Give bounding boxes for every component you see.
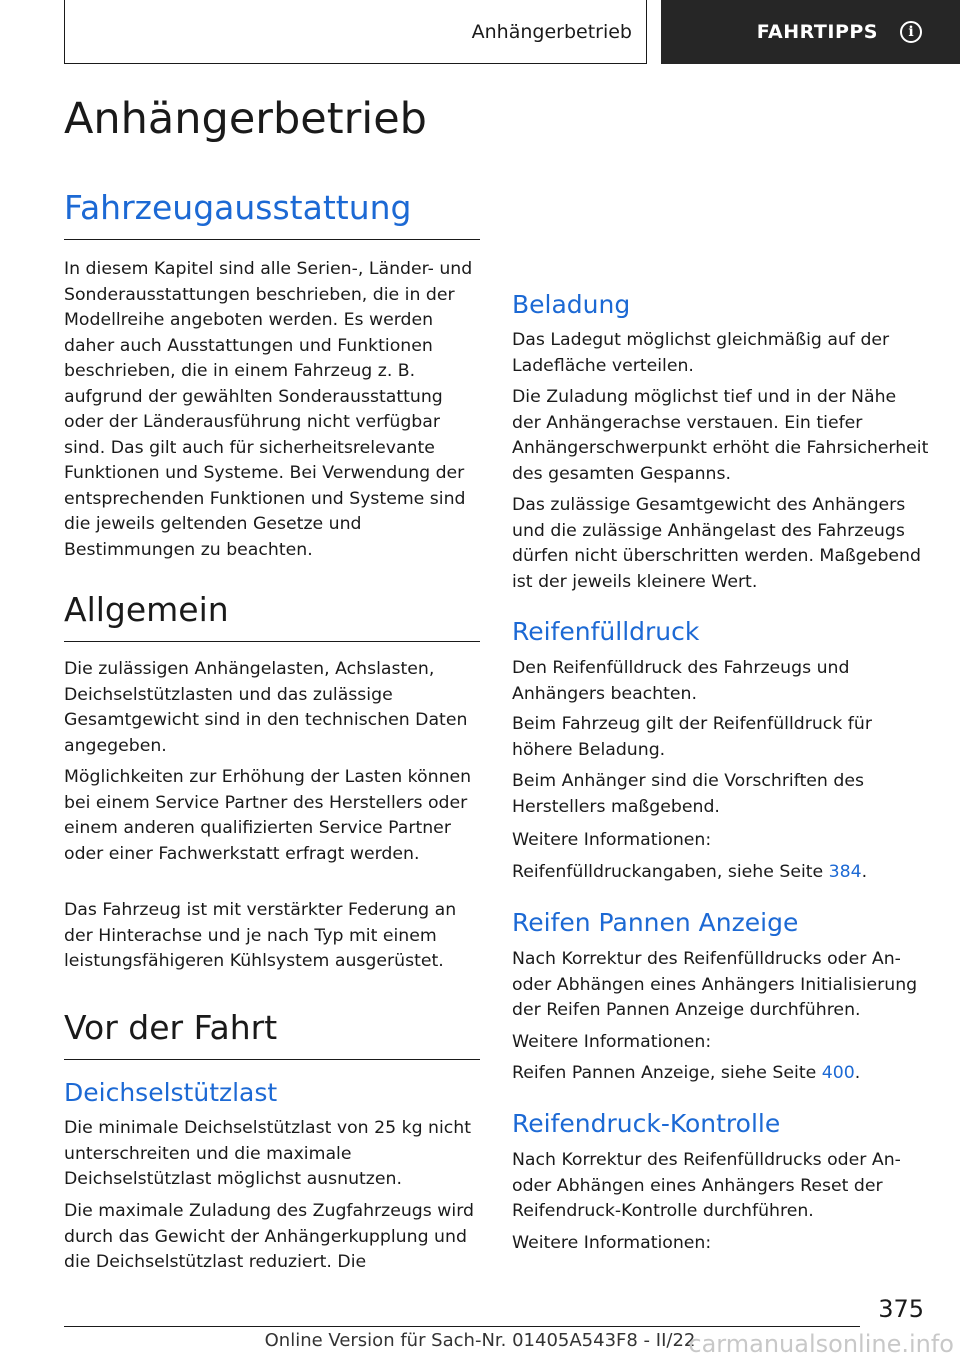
paragraph: Weitere Informationen: [512,1032,712,1052]
paragraph: Das Ladegut möglichst gleichmäßig auf der Ladefläche verteilen. [512,330,890,376]
paragraph: Möglichkeiten zur Erhöhung der Lasten können bei einem Service Partner des Herstellers oder einem anderen qualifizierten Service Partner oder einer Fachwerkstatt erfragt werden. [64,767,472,864]
chapter-tab[interactable] [661,0,960,64]
paragraph: Nach Korrektur des Reifenfülldrucks oder An- oder Abhängen eines Anhängers Reset der Reifendruck-Kontrolle durchführen. [512,1150,901,1221]
footer-text: Online Version für Sach-Nr. 01405A543F8 - II/22 [264,1330,696,1351]
subheading-reifen-pannen-anzeige: Reifen Pannen Anzeige [512,908,799,937]
paragraph: Nach Korrektur des Reifenfülldrucks oder An- oder Abhängen eines Anhängers Initialisierung der Reifen Pannen Anzeige durchführen. [512,949,918,1020]
subheading-deichselstuetzlast: Deichselstützlast [64,1078,278,1107]
reference-text: Reifenfülldruckangaben, siehe Seite [512,862,824,882]
footer-divider [64,1326,860,1327]
reference-text: Reifen Pannen Anzeige, siehe Seite [512,1063,817,1083]
paragraph: Das Fahrzeug ist mit verstärkter Federung an der Hinterachse und je nach Typ mit einem leistungsfähigeren Kühlsystem ausgerüstet. [64,900,457,971]
paragraph: Beim Anhänger sind die Vorschriften des Herstellers maßgebend. [512,771,864,817]
chapter-title: FAHRTIPPS [756,21,878,43]
reference-line: Reifenfülldruckangaben, siehe Seite 384. [512,862,868,882]
reference-line: Reifen Pannen Anzeige, siehe Seite 400. [512,1063,861,1083]
paragraph: In diesem Kapitel sind alle Serien-, Länder- und Sonderausstattungen beschrieben, die in der Modellreihe angeboten werden. Es werden daher auch Ausstattungen und Funktionen beschrieben, die in einem Fahrzeug z. B. aufgrund der gewählten Sonderausstattung oder der Länderausführung nicht verfügbar sind. Das gilt auch für sicherheitsrelevante Funktionen und Systeme. Bei Verwendung der entsprechenden Funktionen und Systeme sind die jeweils geltenden Gesetze und Bestimmungen zu beachten. [64,259,473,560]
section-tab [64,0,647,64]
page-header [64,0,960,66]
subheading-reifendruck-kontrolle: Reifendruck-Kontrolle [512,1109,781,1138]
heading-vor-der-fahrt: Vor der Fahrt [64,1008,480,1060]
subheading-beladung: Beladung [512,290,631,319]
subheading-reifenfuelldruck: Reifenfülldruck [512,617,700,646]
heading-allgemein: Allgemein [64,590,480,642]
heading-fahrzeugausstattung: Fahrzeugausstattung [64,188,480,240]
paragraph: Die zulässigen Anhängelasten, Achslasten, Deichselstützlasten und das zulässige Gesamtgewicht sind in den technischen Daten angegeben. [64,659,468,756]
paragraph: Das zulässige Gesamtgewicht des Anhängers und die zulässige Anhängelast des Fahrzeugs dürfen nicht überschritten werden. Maßgebend ist der jeweils kleinere Wert. [512,495,921,592]
page-number: 375 [878,1295,924,1323]
page-link-384[interactable]: 384 [828,862,862,882]
page-title: Anhängerbetrieb [64,94,427,144]
info-circle-icon[interactable]: i [900,21,922,43]
page-link-400[interactable]: 400 [821,1063,855,1083]
paragraph: Beim Fahrzeug gilt der Reifenfülldruck für höhere Beladung. [512,714,872,760]
paragraph: Weitere Informationen: [512,830,712,850]
paragraph: Die maximale Zuladung des Zugfahrzeugs wird durch das Gewicht der Anhängerkupplung und die Deichselstützlast reduziert. Die [64,1201,474,1272]
watermark: carmanualsonline.info [688,1330,954,1358]
paragraph: Den Reifenfülldruck des Fahrzeugs und Anhängers beachten. [512,658,850,704]
paragraph: Weitere Informationen: [512,1233,712,1253]
paragraph: Die minimale Deichselstützlast von 25 kg nicht unterschreiten und die maximale Deichselstützlast möglichst ausnutzen. [64,1118,472,1189]
paragraph: Die Zuladung möglichst tief und in der Nähe der Anhängerachse verstauen. Ein tiefer Anhängerschwerpunkt erhöht die Fahrsicherheit des gesamten Gespanns. [512,387,929,484]
section-title: Anhängerbetrieb [471,20,632,43]
